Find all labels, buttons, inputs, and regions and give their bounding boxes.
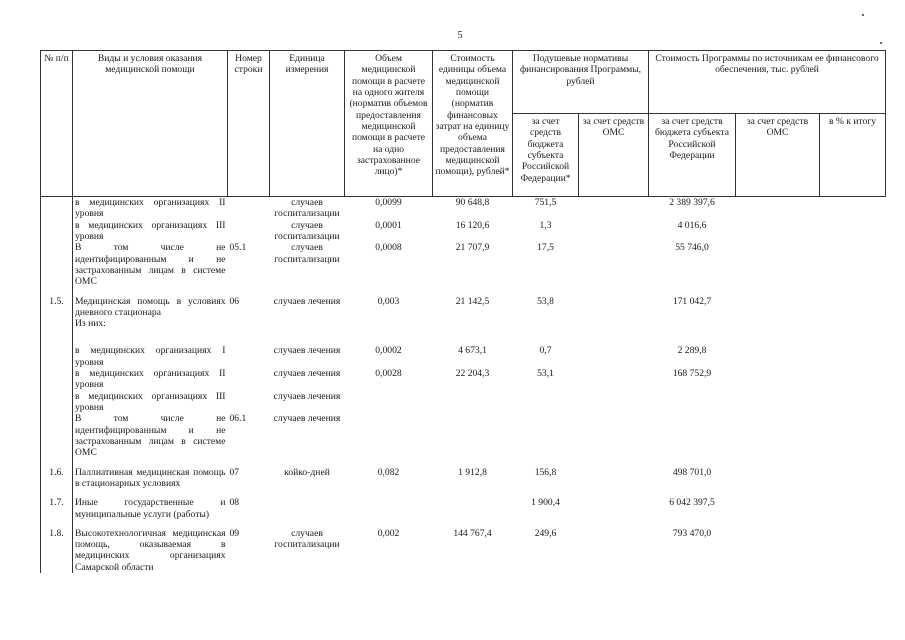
cell-per-capita-oms: [579, 345, 649, 368]
spacer-cell: [736, 288, 820, 296]
cell-unit-cost: 4 673,1: [458, 345, 487, 357]
cell-per-capita-oms: [579, 528, 649, 573]
table-row: [41, 220, 886, 243]
table-row: [41, 368, 886, 391]
cell-per-capita-oms: [579, 413, 649, 458]
spacer-row: [41, 288, 886, 296]
cell-kind: В том числе не идентифицированным и не застрахованным лицам в системе ОМС: [75, 242, 226, 288]
cell-volume: 0,0028: [375, 368, 402, 380]
cell-program-percent: [820, 497, 886, 520]
cell-row-number: 08: [229, 497, 240, 509]
cell-unit-cost: 22 204,3: [455, 368, 490, 380]
cell-program-budget: 498 701,0: [672, 466, 712, 478]
cell-program-oms: [736, 242, 820, 287]
spacer-cell: [649, 520, 736, 528]
spacer-cell: [820, 288, 886, 296]
spacer-cell: [345, 329, 433, 337]
cell-kind: В том числе не идентифицированным и не застрахованным лицам в системе ОМС: [75, 413, 226, 459]
spacer-cell: [270, 288, 345, 296]
spacer-cell: [41, 459, 73, 467]
cell-row-number: 05.1: [229, 242, 247, 254]
cell-program-budget: [649, 391, 736, 414]
spacer-cell: [433, 489, 513, 497]
cell-program-oms: [736, 467, 820, 490]
cell-per-capita-budget: 156,8: [534, 466, 557, 478]
spacer-cell: [649, 288, 736, 296]
spacer-cell: [73, 288, 228, 296]
spacer-cell: [820, 489, 886, 497]
cell-program-oms: [736, 318, 820, 329]
cell-program-percent: [820, 345, 886, 368]
cell-program-budget: 6 042 397,5: [669, 497, 715, 509]
cell-row-number: [228, 220, 270, 243]
cell-program-oms: [736, 197, 820, 220]
cell-program-percent: [820, 467, 886, 490]
cell-row-number: 06: [229, 295, 240, 307]
cell-program-budget: [649, 413, 736, 458]
header-per-capita: Подушевые нормативы финансирования Программы, рублей: [513, 51, 649, 114]
spacer-cell: [345, 337, 433, 345]
cell-program-oms: [736, 497, 820, 520]
spacer-row: [41, 489, 886, 497]
financing-table: [40, 50, 886, 573]
cell-row-number: [228, 197, 270, 220]
spacer-cell: [41, 489, 73, 497]
cell-row-number: [228, 345, 270, 368]
cell-program-oms: [736, 413, 820, 458]
cell-unit: случаев лечения: [273, 368, 341, 380]
spacer-cell: [41, 288, 73, 296]
cell-unit: случаев лечения: [273, 390, 341, 402]
cell-volume: [345, 413, 433, 458]
cell-row-number: [228, 368, 270, 391]
cell-num: [41, 391, 73, 414]
scan-speck: [880, 42, 882, 44]
header-program-percent: в % к итогу: [820, 114, 886, 197]
cell-unit: случаев лечения: [273, 413, 341, 425]
cell-unit-cost: [433, 497, 513, 520]
cell-unit: койко-дней: [284, 466, 330, 478]
cell-program-budget: 793 470,0: [672, 527, 712, 539]
cell-unit: [270, 497, 345, 520]
cell-num: [41, 242, 73, 287]
cell-volume: 0,003: [377, 295, 400, 307]
spacer-cell: [820, 329, 886, 337]
header-per-capita-oms: за счет средств ОМС: [579, 114, 649, 197]
spacer-row: [41, 459, 886, 467]
spacer-cell: [736, 329, 820, 337]
spacer-cell: [579, 489, 649, 497]
cell-kind: Из них:: [75, 318, 106, 330]
cell-unit: случаев лечения: [273, 345, 341, 357]
cell-program-budget: 4 016,6: [677, 219, 707, 231]
cell-program-budget: 168 752,9: [672, 368, 712, 380]
cell-per-capita-budget: 1 900,4: [531, 497, 560, 509]
cell-unit-cost: 1 912,8: [458, 466, 487, 478]
cell-per-capita-budget: 53,8: [537, 295, 554, 307]
spacer-cell: [433, 288, 513, 296]
spacer-cell: [513, 520, 579, 528]
header-kind: Виды и условия оказания медицинской помощи: [73, 51, 228, 197]
header-program-oms: за счет средств ОМС: [736, 114, 820, 197]
spacer-cell: [345, 288, 433, 296]
spacer-cell: [513, 337, 579, 345]
spacer-cell: [513, 288, 579, 296]
table-row: [41, 242, 886, 287]
cell-program-oms: [736, 345, 820, 368]
page-number: 5: [457, 30, 463, 41]
spacer-cell: [41, 520, 73, 528]
spacer-cell: [228, 288, 270, 296]
spacer-cell: [433, 329, 513, 337]
cell-program-percent: [820, 413, 886, 458]
cell-program-budget: 171 042,7: [672, 295, 712, 307]
cell-volume: [345, 318, 433, 329]
spacer-cell: [228, 459, 270, 467]
cell-volume: [345, 391, 433, 414]
cell-program-budget: 55 746,0: [675, 242, 709, 254]
spacer-cell: [228, 337, 270, 345]
spacer-cell: [433, 520, 513, 528]
table-row: [41, 497, 886, 520]
spacer-cell: [73, 459, 228, 467]
cell-kind: в медицинских организациях II уровня: [75, 197, 226, 220]
spacer-cell: [579, 288, 649, 296]
cell-unit: [270, 318, 345, 329]
spacer-cell: [433, 459, 513, 467]
cell-volume: [345, 497, 433, 520]
cell-kind: в медицинских организациях I уровня: [75, 345, 226, 368]
cell-program-oms: [736, 528, 820, 573]
spacer-cell: [228, 329, 270, 337]
cell-kind: Медицинская помощь в условиях дневного стационара: [75, 295, 226, 318]
spacer-cell: [579, 520, 649, 528]
cell-program-oms: [736, 220, 820, 243]
spacer-cell: [345, 489, 433, 497]
cell-program-oms: [736, 391, 820, 414]
cell-per-capita-oms: [579, 242, 649, 287]
cell-row-number: [228, 318, 270, 329]
spacer-cell: [579, 329, 649, 337]
cell-unit-cost: [433, 413, 513, 458]
cell-per-capita-budget: 17,5: [537, 242, 554, 254]
cell-kind: Паллиативная медицинская помощь в стационарных условиях: [75, 466, 226, 489]
cell-unit: случаев госпитализации: [274, 242, 340, 265]
cell-volume: 0,002: [377, 527, 400, 539]
cell-unit: случаев госпитализации: [274, 527, 340, 551]
spacer-row: [41, 337, 886, 345]
spacer-cell: [270, 337, 345, 345]
cell-program-percent: [820, 391, 886, 414]
spacer-cell: [649, 459, 736, 467]
spacer-cell: [579, 459, 649, 467]
cell-row-number: [228, 391, 270, 414]
cell-num: [41, 368, 73, 391]
cell-volume: 0,0008: [375, 242, 402, 254]
cell-per-capita-budget: 249,6: [534, 527, 557, 539]
header-program-budget: за счет средств бюджета субъекта Российской Федерации: [649, 114, 736, 197]
cell-volume: 0,0099: [375, 197, 402, 208]
cell-volume: 0,0001: [375, 219, 402, 231]
cell-program-percent: [820, 318, 886, 329]
cell-per-capita-budget: 0,7: [539, 345, 552, 357]
cell-kind: в медицинских организациях III уровня: [75, 390, 226, 413]
spacer-cell: [73, 337, 228, 345]
cell-unit: случаев госпитализации: [274, 219, 340, 242]
spacer-row: [41, 329, 886, 337]
table-row: [41, 197, 886, 220]
spacer-cell: [736, 520, 820, 528]
cell-unit-cost: 144 767,4: [453, 527, 492, 539]
header-program-cost: Стоимость Программы по источникам ее финансового обеспечения, тыс. рублей: [649, 51, 886, 114]
cell-volume: 0,0002: [375, 345, 402, 357]
cell-unit-cost: [433, 391, 513, 414]
cell-row-number: 06.1: [229, 413, 247, 425]
table-row: [41, 413, 886, 458]
cell-per-capita-budget: [513, 413, 579, 458]
spacer-cell: [820, 520, 886, 528]
header-row-number: Номер строки: [228, 51, 270, 197]
cell-row-number: 09: [229, 527, 240, 539]
spacer-cell: [433, 337, 513, 345]
spacer-cell: [345, 459, 433, 467]
spacer-cell: [228, 489, 270, 497]
cell-program-budget: [649, 318, 736, 329]
spacer-cell: [736, 337, 820, 345]
spacer-cell: [649, 329, 736, 337]
cell-per-capita-budget: [513, 318, 579, 329]
table-body: [41, 197, 886, 574]
scan-speck: [862, 14, 864, 16]
cell-per-capita-oms: [579, 368, 649, 391]
cell-kind: в медицинских организациях III уровня: [75, 219, 226, 242]
cell-num: [41, 345, 73, 368]
spacer-cell: [736, 459, 820, 467]
cell-program-percent: [820, 197, 886, 220]
spacer-row: [41, 520, 886, 528]
cell-per-capita-budget: [513, 391, 579, 414]
table-row: [41, 528, 886, 573]
spacer-cell: [820, 337, 886, 345]
cell-unit-cost: [433, 318, 513, 329]
header-num: № п/п: [41, 51, 73, 197]
cell-num: 1.7.: [41, 497, 73, 520]
cell-unit: случаев лечения: [273, 295, 341, 307]
cell-unit-cost: 21 142,5: [455, 295, 490, 307]
spacer-cell: [649, 337, 736, 345]
spacer-cell: [345, 520, 433, 528]
cell-program-oms: [736, 296, 820, 319]
cell-program-percent: [820, 296, 886, 319]
cell-num: 1.5.: [41, 296, 73, 319]
table-row: [41, 296, 886, 319]
cell-unit-cost: 21 707,9: [455, 242, 490, 254]
cell-per-capita-budget: 1,3: [539, 219, 552, 231]
spacer-cell: [228, 520, 270, 528]
cell-per-capita-budget: 751,5: [534, 197, 557, 208]
spacer-cell: [513, 459, 579, 467]
cell-program-percent: [820, 528, 886, 573]
cell-per-capita-oms: [579, 391, 649, 414]
cell-num: 1.6.: [41, 467, 73, 490]
cell-unit-cost: 90 648,8: [455, 197, 490, 208]
cell-per-capita-oms: [579, 318, 649, 329]
cell-per-capita-budget: 53,1: [537, 368, 554, 380]
header-per-capita-budget: за счет средств бюджета субъекта Российской Федерации*: [513, 114, 579, 197]
spacer-cell: [270, 329, 345, 337]
spacer-cell: [73, 520, 228, 528]
cell-per-capita-oms: [579, 296, 649, 319]
cell-unit: случаев госпитализации: [274, 197, 340, 220]
cell-num: [41, 197, 73, 220]
cell-row-number: 07: [229, 466, 240, 478]
cell-num: [41, 318, 73, 329]
spacer-cell: [513, 489, 579, 497]
cell-program-percent: [820, 242, 886, 287]
cell-program-budget: 2 389 397,6: [669, 197, 715, 208]
cell-num: [41, 220, 73, 243]
spacer-cell: [73, 489, 228, 497]
spacer-cell: [579, 337, 649, 345]
cell-per-capita-oms: [579, 497, 649, 520]
spacer-cell: [270, 489, 345, 497]
cell-num: 1.8.: [41, 528, 73, 573]
cell-num: [41, 413, 73, 458]
spacer-cell: [73, 329, 228, 337]
spacer-cell: [270, 459, 345, 467]
cell-per-capita-oms: [579, 220, 649, 243]
cell-kind: Высокотехнологичная медицинская помощь, оказываемая в медицинских организациях Самарской области: [75, 527, 226, 573]
spacer-cell: [649, 489, 736, 497]
spacer-cell: [41, 329, 73, 337]
spacer-cell: [736, 489, 820, 497]
cell-program-percent: [820, 220, 886, 243]
spacer-cell: [41, 337, 73, 345]
header-unit: Единица измерения: [270, 51, 345, 197]
cell-per-capita-oms: [579, 197, 649, 220]
cell-volume: 0,082: [377, 466, 400, 478]
spacer-cell: [270, 520, 345, 528]
spacer-cell: [513, 329, 579, 337]
cell-kind: Иные государственные и муниципальные услуги (работы): [75, 497, 226, 520]
cell-program-percent: [820, 368, 886, 391]
cell-per-capita-oms: [579, 467, 649, 490]
header-volume: Объем медицинской помощи в расчете на одного жителя (норматив объемов предоставления медицинской помощи в расчете на одно застрахованное лицо)*: [345, 51, 433, 197]
cell-program-budget: 2 289,8: [677, 345, 707, 357]
cell-unit-cost: 16 120,6: [455, 219, 490, 231]
header-unit-cost: Стоимость единицы объема медицинской помощи (норматив финансовых затрат на единицу объема предоставления медицинской помощи), рублей*: [433, 51, 513, 197]
table-row: [41, 345, 886, 368]
table-row: [41, 391, 886, 414]
cell-program-oms: [736, 368, 820, 391]
table-row: [41, 467, 886, 490]
spacer-cell: [820, 459, 886, 467]
table-row: [41, 318, 886, 329]
table-header: [41, 51, 886, 197]
cell-kind: в медицинских организациях II уровня: [75, 368, 226, 391]
